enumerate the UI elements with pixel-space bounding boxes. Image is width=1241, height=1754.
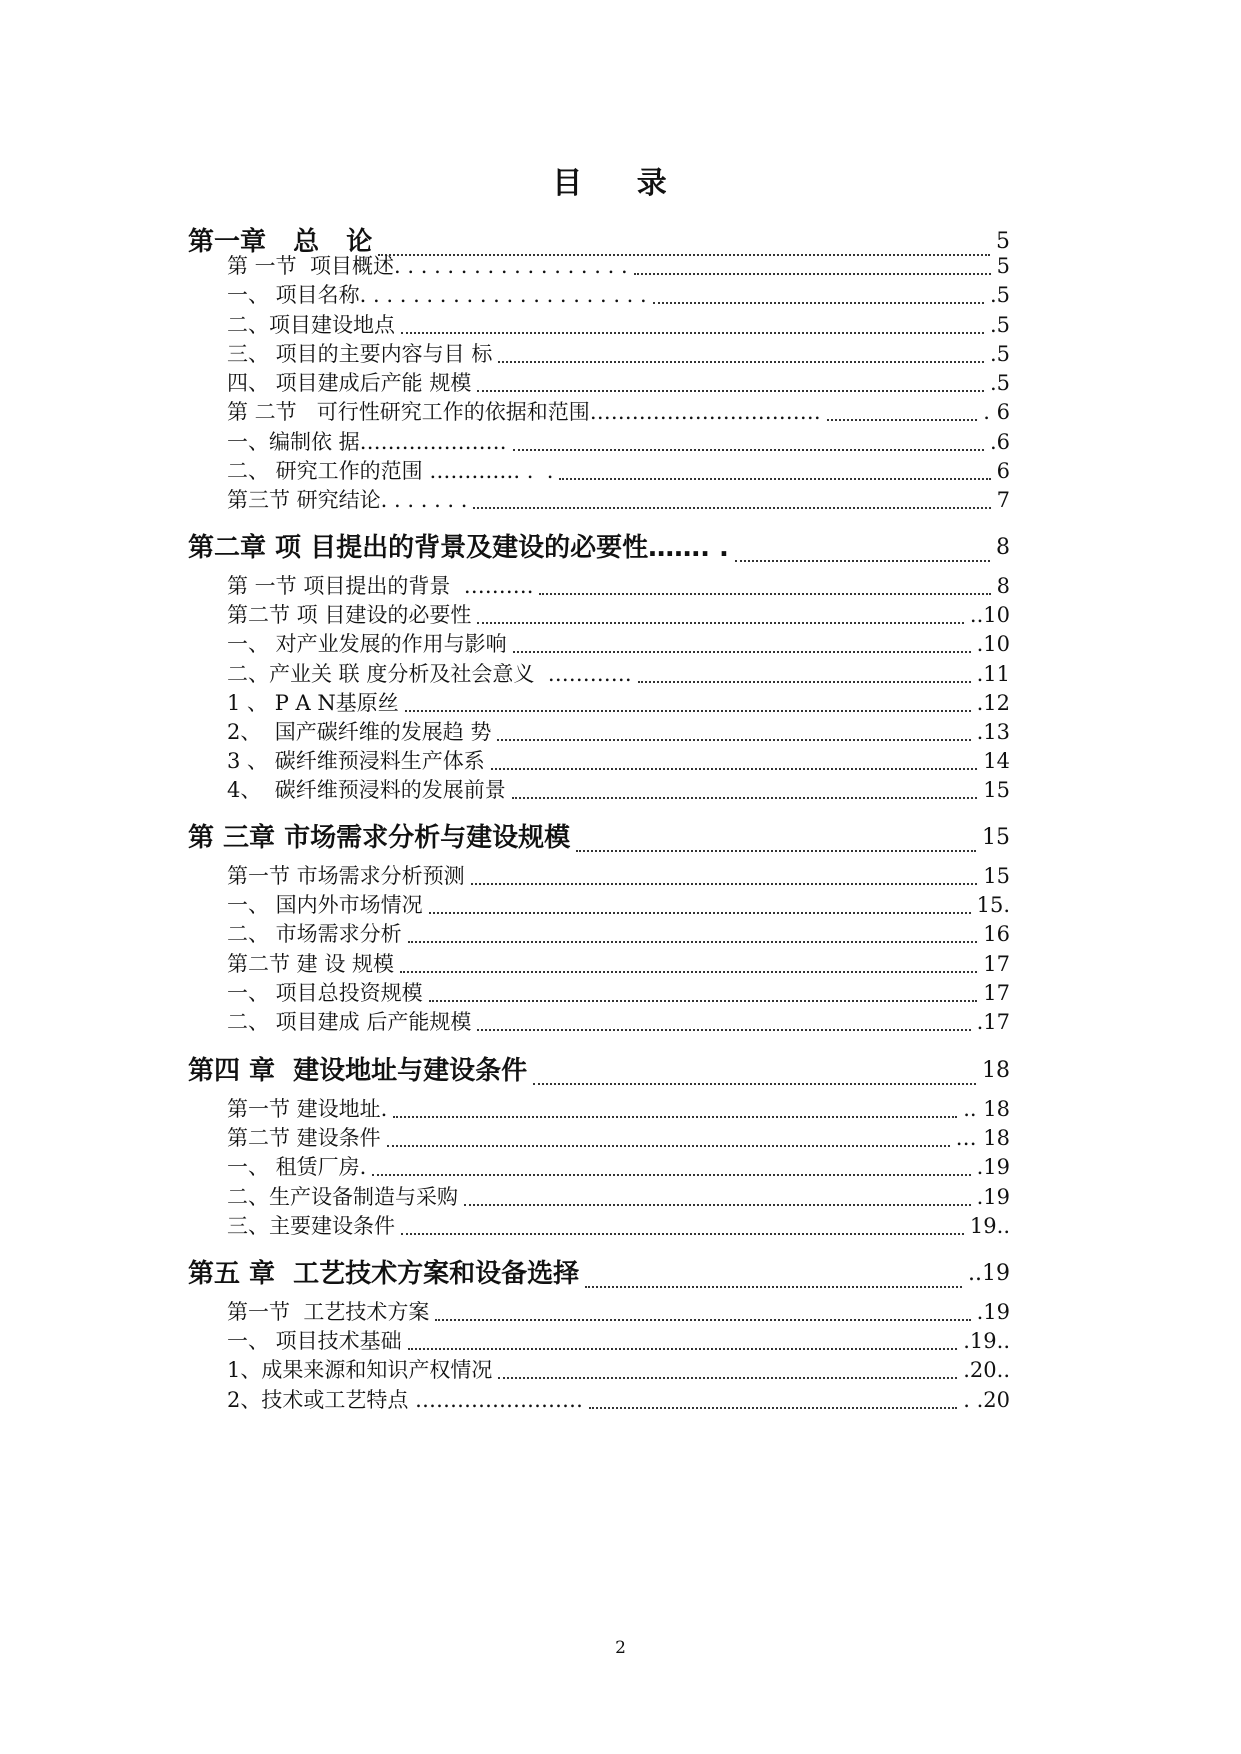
dot-leader [735, 532, 990, 561]
toc-entry-title: 二、产业关 联 度分析及社会意义 ………… [227, 662, 632, 686]
toc-entry[interactable] [227, 860, 1010, 892]
toc-entry[interactable] [227, 628, 1010, 660]
toc-entry[interactable] [227, 1122, 1010, 1154]
dot-leader [372, 1152, 970, 1176]
dot-leader [497, 717, 970, 741]
toc-entry-title: 四、 项目建成后产能 规模 [227, 371, 472, 395]
dot-leader [408, 1326, 958, 1350]
dot-leader [638, 659, 971, 683]
toc-entry-page-number: 5 [996, 254, 1010, 278]
toc-entry[interactable] [227, 250, 1010, 282]
toc-entry-title: 1 、 P A N基原丝 [227, 691, 399, 715]
toc-entry[interactable] [227, 1151, 1010, 1183]
toc-entry[interactable] [227, 1354, 1010, 1386]
toc-entry-page-number: 6 [996, 459, 1010, 483]
dot-leader [429, 890, 971, 914]
toc-entry[interactable] [227, 1181, 1010, 1213]
toc-entry-page-number: … 18 [955, 1126, 1010, 1150]
toc-chapter-entry[interactable] [188, 526, 1010, 570]
toc-entry-page-number: .5 [989, 313, 1010, 337]
toc-entry[interactable] [227, 309, 1010, 341]
toc-entry-title: 一、 项目名称. . . . . . . . . . . . . . . . . . . . . . [227, 283, 647, 307]
toc-entry[interactable] [227, 687, 1010, 719]
dot-leader [429, 978, 978, 1002]
toc-entry-page-number: .6 [989, 430, 1010, 454]
toc-entry[interactable] [227, 948, 1010, 980]
toc-entry-title: 第二节 项 目建设的必要性 [227, 603, 472, 627]
toc-entry-page-number: 15 [983, 864, 1010, 888]
toc-entry[interactable] [227, 484, 1010, 516]
toc-entry-page-number: .19 [976, 1185, 1010, 1209]
toc-entry[interactable] [227, 279, 1010, 311]
toc-entry-page-number: 14 [983, 749, 1010, 773]
dot-leader [401, 1211, 964, 1235]
toc-entry-page-number: 15. [976, 893, 1010, 917]
toc-entry-page-number: . 6 [983, 400, 1010, 424]
page-number: 2 [615, 1638, 626, 1658]
dot-leader [477, 1007, 970, 1031]
toc-entry-title: 第一节 市场需求分析预测 [227, 864, 465, 888]
toc-entry-page-number: .17 [976, 1010, 1010, 1034]
toc-entry-page-number: 7 [996, 488, 1010, 512]
toc-entry-title: 二、 研究工作的范围 …………. . . [227, 459, 554, 483]
toc-entry-page-number: 15 [983, 778, 1010, 802]
toc-entry-title: 第四 章 建设地址与建设条件 [188, 1056, 528, 1086]
toc-chapter-entry[interactable] [188, 1049, 1010, 1093]
toc-entry-page-number: .. 18 [963, 1097, 1010, 1121]
toc-entry-page-number: 17 [983, 952, 1010, 976]
toc-entry-title: 第二节 建 设 规模 [227, 952, 395, 976]
toc-entry-title: 第二章 项 目提出的背景及建设的必要性……. . [188, 533, 729, 563]
dot-leader [393, 1094, 957, 1118]
toc-entry-page-number: .5 [989, 283, 1010, 307]
toc-entry-page-number: .19.. [963, 1329, 1010, 1353]
toc-entry-page-number: 19.. [969, 1214, 1010, 1238]
toc-entry-title: 第 三章 市场需求分析与建设规模 [188, 823, 571, 853]
toc-entry-page-number: .19 [976, 1300, 1010, 1324]
toc-entry-title: 一、 项目总投资规模 [227, 981, 423, 1005]
toc-entry[interactable] [227, 1210, 1010, 1242]
toc-entry[interactable] [227, 570, 1010, 602]
toc-entry[interactable] [227, 1093, 1010, 1125]
dot-leader [400, 949, 977, 973]
toc-entry-page-number: .20.. [963, 1358, 1010, 1382]
toc-entry-page-number: ..19 [968, 1261, 1010, 1286]
toc-entry[interactable] [227, 658, 1010, 690]
dot-leader [576, 822, 976, 851]
toc-entry[interactable] [227, 918, 1010, 950]
toc-entry-page-number: .10 [976, 632, 1010, 656]
toc-entry-page-number: .19 [976, 1155, 1010, 1179]
dot-leader [585, 1258, 962, 1287]
dot-leader [477, 600, 964, 624]
toc-entry-title: 1、成果来源和知识产权情况 [227, 1358, 493, 1382]
dot-leader [464, 1182, 971, 1206]
toc-entry-title: 一、 租赁厂房. [227, 1155, 367, 1179]
toc-entry[interactable] [227, 396, 1010, 428]
toc-entry[interactable] [227, 774, 1010, 806]
toc-entry-title: 二、项目建设地点 [227, 313, 395, 337]
toc-entry[interactable] [227, 367, 1010, 399]
toc-entry-page-number: . .20 [963, 1388, 1010, 1412]
toc-entry[interactable] [227, 599, 1010, 631]
dot-leader [477, 368, 984, 392]
toc-entry-title: 第一节 工艺技术方案 [227, 1300, 430, 1324]
page-title: 目 录 [552, 166, 689, 201]
dot-leader [653, 280, 984, 304]
toc-entry-title: 第二节 建设条件 [227, 1126, 381, 1150]
toc-entry-title: 一、 对产业发展的作用与影响 [227, 632, 507, 656]
dot-leader [405, 688, 971, 712]
toc-entry[interactable] [227, 455, 1010, 487]
dot-leader [435, 1297, 970, 1321]
dot-leader [498, 339, 984, 363]
dot-leader [498, 1355, 957, 1379]
toc-entry[interactable] [227, 1325, 1010, 1357]
toc-entry-page-number: .12 [976, 691, 1010, 715]
toc-entry[interactable] [227, 977, 1010, 1009]
dot-leader [387, 1123, 950, 1147]
toc-entry-page-number: .5 [989, 342, 1010, 366]
toc-chapter-entry[interactable] [188, 816, 1010, 860]
toc-entry-title: 2、 国产碳纤维的发展趋 势 [227, 720, 492, 744]
toc-entry[interactable] [227, 716, 1010, 748]
toc-entry-title: 第一节 建设地址. [227, 1097, 388, 1121]
dot-leader [589, 1385, 957, 1409]
toc-entry-page-number: .13 [976, 720, 1010, 744]
toc-entry-title: 第五 章 工艺技术方案和设备选择 [188, 1259, 580, 1289]
toc-entry-page-number: 16 [983, 922, 1010, 946]
toc-entry[interactable] [227, 1384, 1010, 1416]
toc-entry-title: 一、编制依 据………………… [227, 430, 507, 454]
dot-leader [634, 251, 991, 275]
dot-leader [512, 775, 978, 799]
toc-entry-page-number: ..10 [969, 603, 1010, 627]
toc-entry-title: 一、 国内外市场情况 [227, 893, 423, 917]
dot-leader [401, 310, 984, 334]
toc-entry-title: 三、主要建设条件 [227, 1214, 395, 1238]
dot-leader [827, 397, 978, 421]
toc-entry-title: 二、生产设备制造与采购 [227, 1185, 458, 1209]
toc-entry-title: 第 二节 可行性研究工作的依据和范围…………………………… [227, 400, 821, 424]
toc-entry-title: 第 一节 项目概述. . . . . . . . . . . . . . . . . . [227, 254, 628, 278]
toc-entry-title: 二、 项目建成 后产能规模 [227, 1010, 472, 1034]
toc-entry-title: 3 、 碳纤维预浸料生产体系 [227, 749, 485, 773]
toc-entry-title: 三、 项目的主要内容与目 标 [227, 342, 493, 366]
toc-entry-title: 二、 市场需求分析 [227, 922, 402, 946]
toc-entry-page-number: .5 [989, 371, 1010, 395]
toc-entry-page-number: 8 [996, 535, 1010, 560]
toc-entry-page-number: 8 [996, 574, 1010, 598]
toc-entry-page-number: 17 [983, 981, 1010, 1005]
toc-entry-page-number: .11 [976, 662, 1010, 686]
toc-entry-page-number: 15 [982, 825, 1010, 850]
dot-leader [491, 746, 978, 770]
toc-entry[interactable] [227, 889, 1010, 921]
toc-entry-title: 一、 项目技术基础 [227, 1329, 402, 1353]
toc-entry[interactable] [227, 1296, 1010, 1328]
dot-leader [471, 861, 978, 885]
dot-leader [539, 571, 990, 595]
toc-entry-title: 2、技术或工艺特点 …………………… [227, 1388, 584, 1412]
toc-entry-title: 第一章 总 论 [188, 227, 373, 257]
dot-leader [513, 427, 984, 451]
dot-leader [559, 456, 990, 480]
toc-entry[interactable] [227, 426, 1010, 458]
toc-entry-title: 4、 碳纤维预浸料的发展前景 [227, 778, 506, 802]
toc-entry[interactable] [227, 1006, 1010, 1038]
dot-leader [513, 629, 971, 653]
dot-leader [473, 485, 990, 509]
toc-entry-page-number: 5 [996, 229, 1010, 254]
toc-entry-title: 第 一节 项目提出的背景 ………. [227, 574, 534, 598]
toc-entry[interactable] [227, 338, 1010, 370]
dot-leader [408, 919, 978, 943]
toc-entry-page-number: 18 [982, 1058, 1010, 1083]
toc-entry-title: 第三节 研究结论. . . . . . . [227, 488, 468, 512]
toc-entry[interactable] [227, 745, 1010, 777]
toc-chapter-entry[interactable] [188, 1252, 1010, 1296]
dot-leader [533, 1055, 976, 1084]
